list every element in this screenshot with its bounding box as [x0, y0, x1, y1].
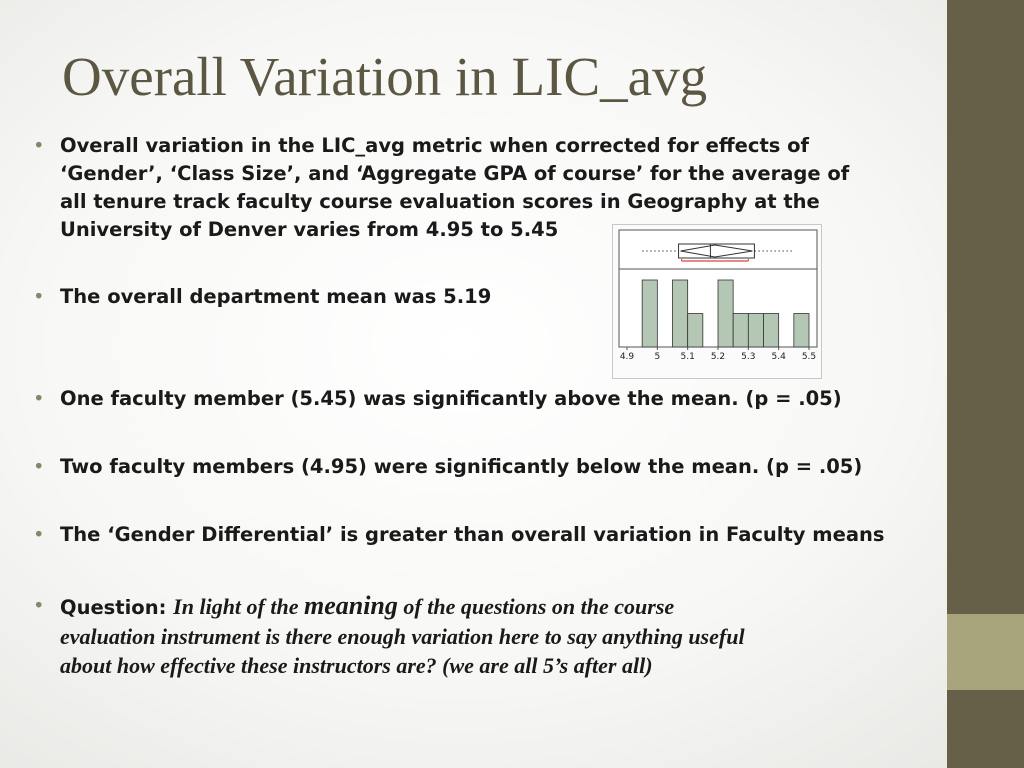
histogram-svg	[613, 225, 821, 378]
histogram-bar-6	[764, 314, 779, 348]
histogram-bar-7	[794, 314, 809, 348]
question-lead: In light of the	[173, 594, 304, 619]
histogram-bar-2	[688, 314, 703, 348]
bullet-below-mean: • Two faculty members (4.95) were significantly below the mean. (p = .05)	[32, 453, 940, 481]
histogram-bar-1	[673, 280, 688, 347]
question-rest: of the questions on the course	[397, 594, 675, 619]
x-tick-label-1: 5	[654, 352, 661, 362]
bullet-variation: • Overall variation in the LIC_avg metric when corrected for effects of ‘Gender’, ‘Class Size’, and ‘Aggregate GPA of course’ for the average of all tenure track faculty course evaluation scores in Geography at the University of Denver varies from 4.95 to 5.45	[32, 132, 880, 244]
x-tick-label-2: 5.1	[680, 352, 695, 362]
question-line-3: about how effective these instructors are? (we are all 5’s after all)	[60, 653, 653, 678]
bullet-above-mean: • One faculty member (5.45) was significantly above the mean. (p = .05)	[32, 385, 940, 413]
x-tick-label-6: 5.5	[801, 352, 817, 362]
slide-title: Overall Variation in LIC_avg	[62, 46, 708, 107]
x-tick-label-3: 5.2	[710, 352, 726, 362]
x-tick-label-0: 4.9	[619, 352, 635, 362]
x-tick-label-4: 5.3	[741, 352, 756, 362]
histogram-chart	[612, 224, 822, 379]
question-line-2: evaluation instrument is there enough variation here to say anything useful	[60, 624, 745, 649]
histogram-bar-3	[718, 280, 733, 347]
x-tick-label-5: 5.4	[771, 352, 786, 362]
bullet-gender-differential: • The ‘Gender Differential’ is greater than overall variation in Faculty means	[32, 521, 960, 549]
histogram-bar-4	[733, 314, 748, 348]
bullet-department-mean: • The overall department mean was 5.19	[32, 283, 620, 311]
histogram-bar-5	[748, 314, 763, 348]
bullet-question	[32, 592, 960, 680]
question-label: Question:	[60, 596, 174, 619]
histogram-bar-0	[642, 280, 657, 347]
question-emphasis: meaning	[303, 591, 398, 620]
